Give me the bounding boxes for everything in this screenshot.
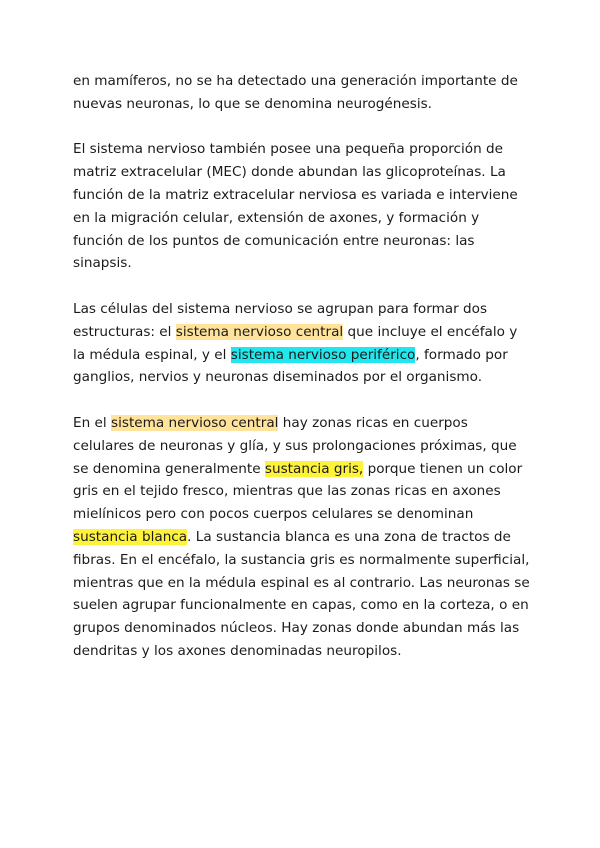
paragraph-text: en mamíferos, no se ha detectado una generación importante de nuevas neuronas, lo que se denomina neurogénesis. bbox=[73, 73, 518, 112]
document-body bbox=[73, 70, 531, 686]
highlight-central-nervous-system: sistema nervioso central bbox=[175, 323, 344, 340]
highlight-peripheral-nervous-system: sistema nervioso periférico bbox=[230, 346, 416, 363]
paragraph-text: Las células del sistema nervioso se agrupan para formar dos estructuras: el bbox=[73, 300, 488, 340]
paragraph-text: En el bbox=[73, 414, 111, 431]
paragraph-text: , formado por ganglios, nervios y neuronas diseminados por el organismo. bbox=[73, 346, 508, 386]
highlight-white-matter: sustancia blanca bbox=[73, 528, 188, 545]
paragraph-text: porque tienen un color gris en el tejido fresco, mientras que las zonas ricas en axones mielínicos pero con pocos cuerpos celulares se denominan bbox=[73, 460, 523, 523]
paragraph-neurogenesis bbox=[73, 70, 531, 116]
paragraph-text: El sistema nervioso también posee una pequeña proporción de matriz extracelular (MEC) donde abundan las glicoproteínas. La función de la matriz extracelular nerviosa es variada e interviene en la migración celular, extensión de axones, y formación y función de los puntos de comunicación entre neuronas: las sinapsis. bbox=[73, 141, 518, 272]
paragraph-extracellular-matrix bbox=[73, 138, 531, 275]
highlight-gray-matter: sustancia gris, bbox=[264, 460, 364, 477]
paragraph-text: hay zonas ricas en cuerpos celulares de neuronas y glía, y sus prolongaciones próximas, que se denomina generalmente bbox=[73, 414, 517, 477]
paragraph-nervous-system-structure bbox=[73, 298, 531, 389]
paragraph-text: que incluye el encéfalo y la médula espinal, y el bbox=[73, 323, 518, 363]
paragraph-text: . La sustancia blanca es una zona de tractos de fibras. En el encéfalo, la sustancia gris es normalmente superficial, mientras que en la médula espinal es al contrario. Las neuronas se suelen agrupar funcionalmente en capas, como en la corteza, o en grupos denominados núcleos. Hay zonas donde abundan más las dendritas y los axones denominadas neuropilos. bbox=[73, 528, 530, 659]
paragraph-gray-white-matter bbox=[73, 412, 531, 663]
highlight-central-nervous-system: sistema nervioso central bbox=[111, 414, 279, 431]
